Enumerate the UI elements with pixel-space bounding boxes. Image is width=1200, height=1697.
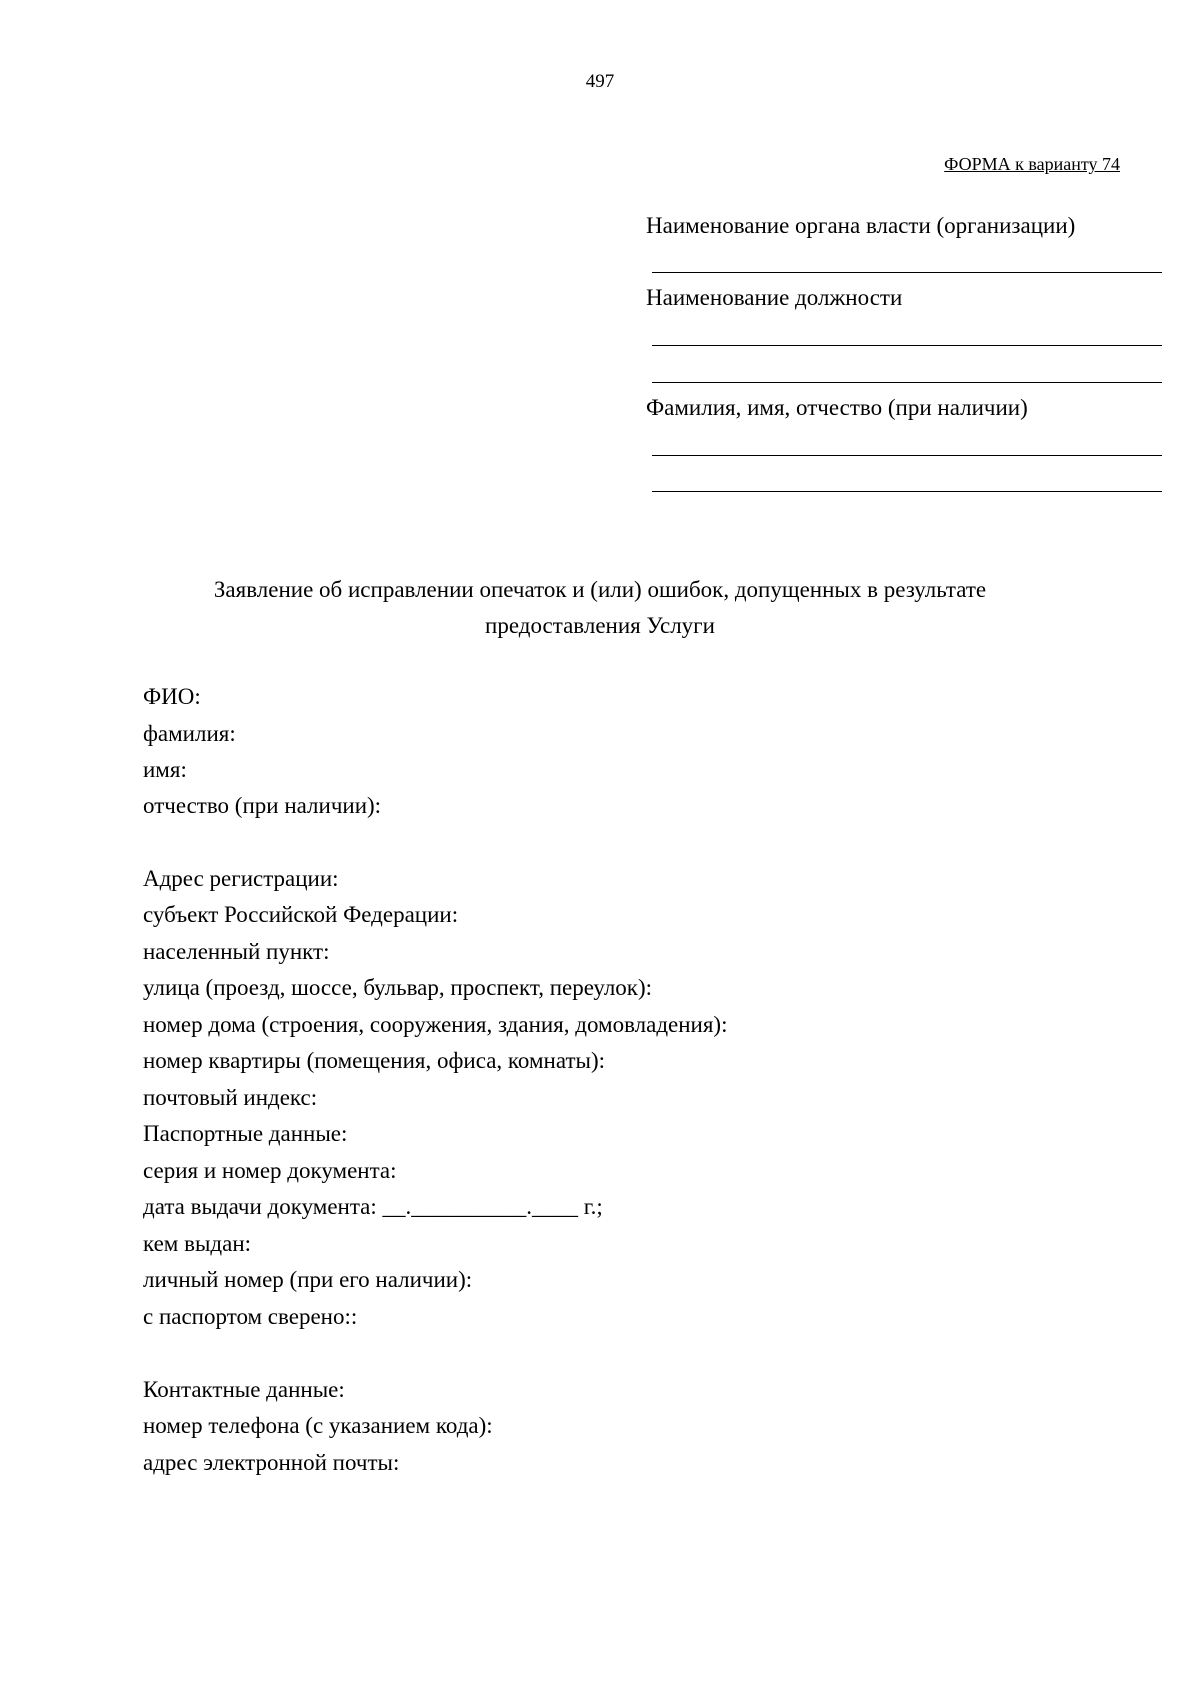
apartment-field: номер квартиры (помещения, офиса, комнаты): [143, 1048, 605, 1073]
contacts-heading: Контактные данные: [143, 1377, 345, 1402]
postal-code-field: почтовый индекс: [143, 1085, 318, 1110]
phone-field: номер телефона (с указанием кода): [143, 1413, 493, 1438]
full-name-label: Фамилия, имя, отчество (при наличии) [646, 395, 1028, 420]
address-heading: Адрес регистрации: [143, 866, 339, 891]
fio-heading: ФИО: [143, 684, 201, 709]
authority-label: Наименование органа власти (организации) [646, 213, 1076, 238]
email-field: адрес электронной почты: [143, 1450, 400, 1475]
personal-number-field: личный номер (при его наличии): [143, 1267, 473, 1292]
locality-field: населенный пункт: [143, 939, 330, 964]
issue-date-field: дата выдачи документа: __.__________.____ г.; [143, 1194, 603, 1219]
verified-field: с паспортом сверено:: [143, 1304, 358, 1329]
street-field: улица (проезд, шоссе, бульвар, проспект, переулок): [143, 975, 653, 1000]
document-title [0, 572, 1200, 644]
house-field: номер дома (строения, сооружения, здания, домовладения): [143, 1012, 728, 1037]
position-label: Наименование должности [646, 285, 903, 310]
subject-field: субъект Российской Федерации: [143, 902, 459, 927]
passport-heading: Паспортные данные: [143, 1121, 348, 1146]
patronymic-field: отчество (при наличии): [143, 793, 382, 818]
position-line-1[interactable] [652, 345, 1162, 346]
full-name-line-1[interactable] [652, 455, 1162, 456]
name-field: имя: [143, 757, 187, 782]
title-line-2: предоставления Услуги [485, 613, 715, 638]
authority-line[interactable] [652, 272, 1162, 273]
position-line-2[interactable] [652, 382, 1162, 383]
full-name-line-2[interactable] [652, 491, 1162, 492]
form-reference: ФОРМА к варианту 74 [944, 154, 1120, 174]
surname-field: фамилия: [143, 721, 236, 746]
page-number: 497 [585, 71, 615, 92]
series-number-field: серия и номер документа: [143, 1158, 397, 1183]
issued-by-field: кем выдан: [143, 1231, 252, 1256]
title-line-1: Заявление об исправлении опечаток и (или) ошибок, допущенных в результате [213, 577, 987, 602]
